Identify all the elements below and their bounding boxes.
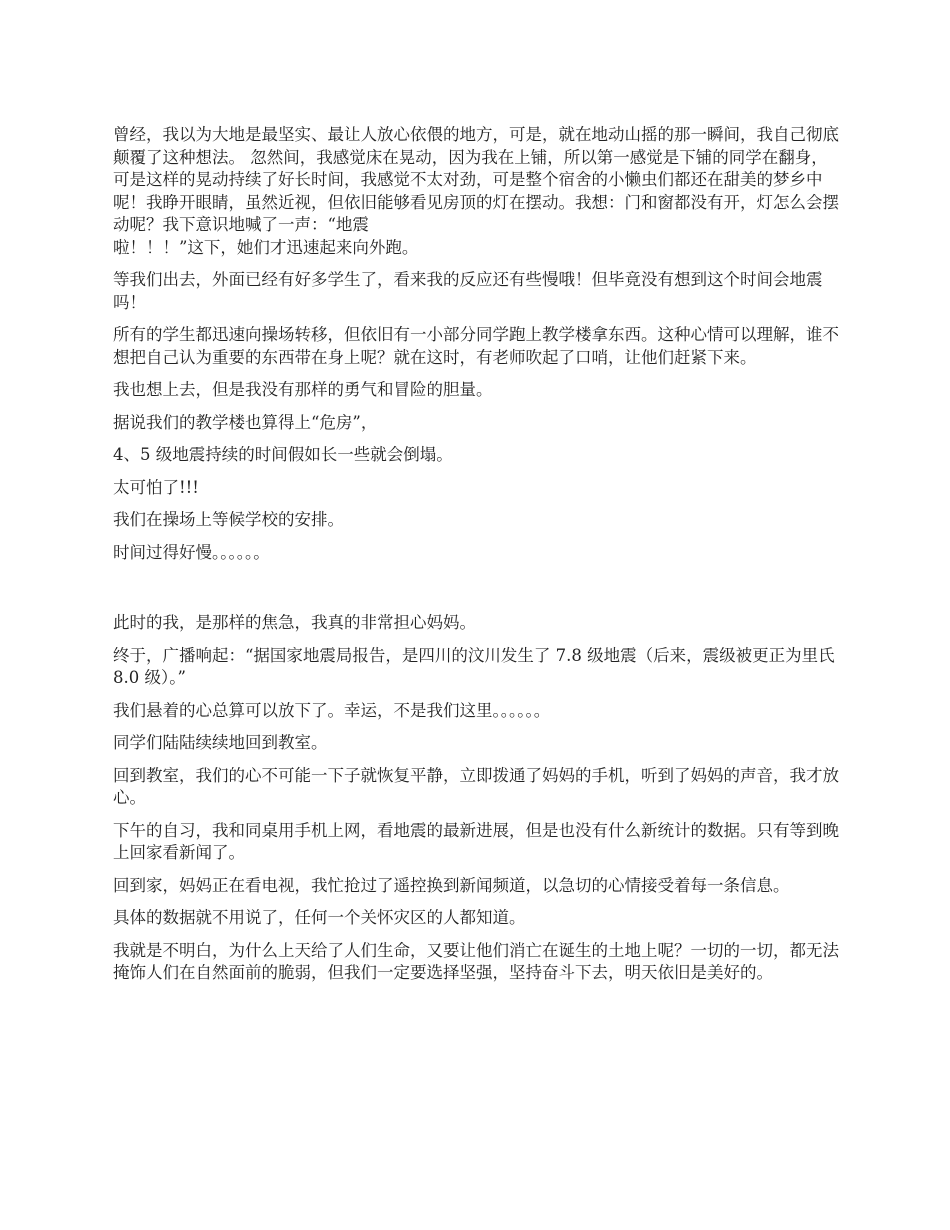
paragraph: 下午的自习，我和同桌用手机上网，看地震的最新进展，但是也没有什么新统计的数据。只有等到晚上回家看新闻了。	[113, 820, 839, 862]
paragraph: 曾经，我以为大地是最坚实、最让人放心依偎的地方，可是，就在地动山摇的那一瞬间，我自己彻底颠覆了这种想法。 忽然间，我感觉床在晃动，因为我在上铺，所以第一感觉是下铺的同学在翻身，可是这样的晃动持续了好长时间，我感觉不太对劲，可是整个宿舍的小懒虫们都还在甜美的梦乡中呢！我睁开眼睛，虽然近视，但依旧能够看见房顶的灯在摆动。我想：门和窗都没有开，灯怎么会摆动呢？我下意识地喊了一声：“地震 啦！！！”这下，她们才迅速起来向外跑。	[113, 125, 839, 257]
paragraph: 具体的数据就不用说了，任何一个关怀灾区的人都知道。	[113, 908, 526, 927]
paragraph: 据说我们的教学楼也算得上“危房”，	[113, 412, 378, 432]
paragraph: 4、5 级地震持续的时间假如长一些就会倒塌。	[113, 445, 453, 464]
paragraph: 我们悬着的心总算可以放下了。幸运，不是我们这里。。。。。。	[113, 700, 551, 720]
paragraph: 所有的学生都迅速向操场转移，但依旧有一小部分同学跑上教学楼拿东西。这种心情可以理解，谁不想把自己认为重要的东西带在身上呢？就在这时，有老师吹起了口哨，让他们赶紧下来。	[113, 325, 839, 367]
paragraph: 我也想上去，但是我没有那样的勇气和冒险的胆量。	[113, 380, 493, 399]
paragraph: 回到教室，我们的心不可能一下子就恢复平静，立即拨通了妈妈的手机，听到了妈妈的声音，我才放心。	[113, 765, 839, 807]
paragraph: 我就是不明白，为什么上天给了人们生命，又要让他们消亡在诞生的土地上呢？一切的一切，都无法掩饰人们在自然面前的脆弱，但我们一定要选择坚强，坚持奋斗下去，明天依旧是美好的。	[113, 940, 839, 982]
section-spacer	[113, 574, 841, 612]
paragraph: 我们在操场上等候学校的安排。	[113, 510, 344, 529]
paragraph: 终于，广播响起：“据国家地震局报告，是四川的汶川发生了 7.8 级地震（后来，震级被更正为里氏 8.0 级）。”	[113, 645, 840, 687]
paragraph: 回到家，妈妈正在看电视，我忙抢过了遥控换到新闻频道，以急切的心情接受着每一条信息。	[113, 875, 790, 895]
paragraph: 等我们出去，外面已经有好多学生了，看来我的反应还有些慢哦！但毕竟没有想到这个时间会地震吗！	[113, 270, 823, 312]
paragraph: 此时的我，是那样的焦急，我真的非常担心妈妈。	[113, 613, 476, 632]
document-body	[113, 124, 841, 995]
paragraph: 太可怕了!!!	[113, 477, 199, 497]
paragraph: 时间过得好慢。。。。。。	[113, 542, 270, 562]
paragraph: 同学们陆陆续续地回到教室。	[113, 733, 328, 752]
